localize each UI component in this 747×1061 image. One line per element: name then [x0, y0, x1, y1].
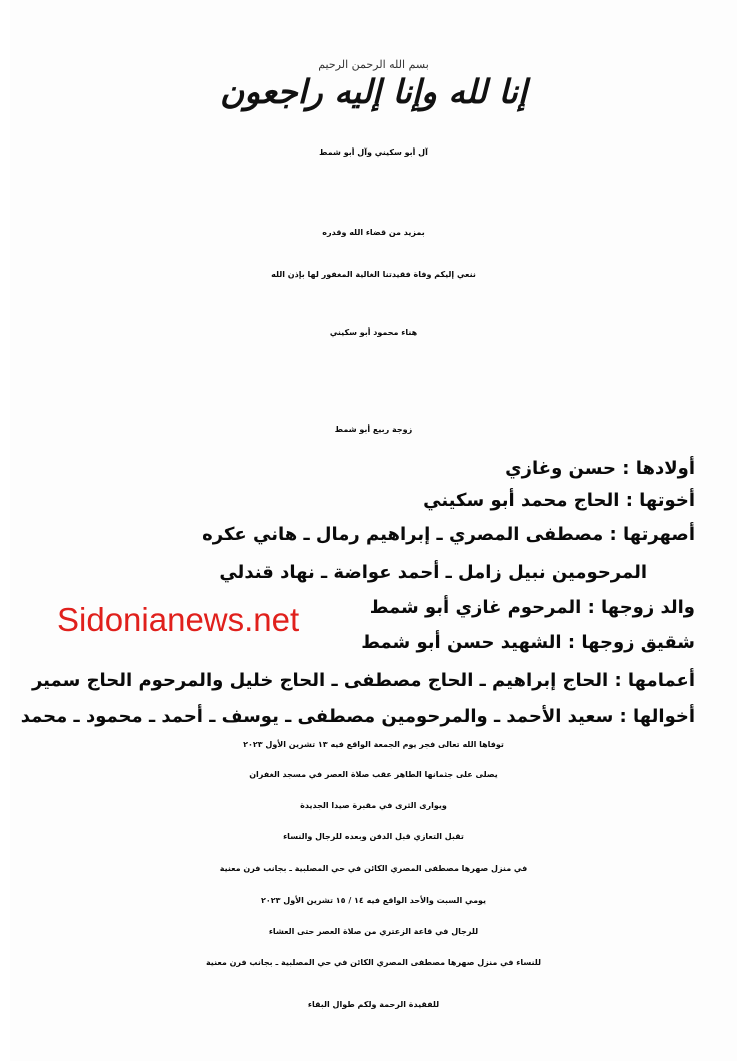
families-heading: آل أبو سكيني وآل أبو شمط — [319, 148, 428, 157]
relatives-siblings: أخوتها : الحاج محمد أبو سكيني — [423, 490, 695, 511]
detail-line-condolences: تقبل التعازي قبل الدفن وبعده للرجال والنساء — [283, 832, 464, 841]
detail-line-men: للرجال في قاعة الزعتري من صلاة العصر حتى العشاء — [268, 927, 479, 936]
relatives-father-in-law: والد زوجها : المرحوم غازي أبو شمط — [369, 597, 695, 618]
intro-line-1: بمزيد من قضاء الله وقدره — [322, 228, 425, 237]
detail-line-dates: يومي السبت والأحد الواقع فيه ١٤ / ١٥ تشرين الأول ٢٠٢٣ — [260, 896, 487, 905]
wife-of: زوجة ربيع أبو شمط — [334, 425, 413, 434]
detail-line-women: للنساء في منزل صهرها مصطفى المصري الكائن في حي المصلبية ـ بجانب فرن معنية — [205, 958, 542, 967]
basmala: بسم الله الرحمن الرحيم — [318, 58, 429, 71]
detail-line-burial: ويوارى الثرى في مقبرة صيدا الجديدة — [300, 801, 447, 810]
relatives-brother-in-law: شقيق زوجها : الشهيد حسن أبو شمط — [361, 632, 695, 653]
relatives-in-laws-deceased: المرحومين نبيل زامل ـ أحمد عواضة ـ نهاد قندلي — [219, 562, 647, 583]
detail-line-location: في منزل صهرها مصطفى المصري الكائن في حي المصلبية ـ بجانب فرن معنية — [219, 864, 528, 873]
quran-verse: إنا لله وإنا إليه راجعون — [220, 72, 527, 111]
deceased-name: هناء محمود أبو سكيني — [329, 328, 418, 337]
relatives-uncles-maternal: أخوالها : سعيد الأحمد ـ والمرحومين مصطفى ـ يوسف ـ أحمد ـ محمود ـ محمد — [20, 706, 695, 727]
intro-line-2: ننعي إليكم وفاة فقيدتنا الغالية المغفور لها بإذن الله — [271, 270, 476, 279]
detail-line-death: توفاها الله تعالى فجر يوم الجمعة الواقع فيه ١٣ تشرين الأول ٢٠٢٣ — [243, 740, 504, 749]
relatives-children: أولادها : حسن وغازي — [505, 458, 695, 479]
watermark-logo: Sidonianews.net — [57, 601, 300, 638]
relatives-uncles-paternal: أعمامها : الحاج إبراهيم ـ الحاج مصطفى ـ الحاج خليل والمرحوم الحاج سمير — [31, 670, 695, 691]
closing-line: للفقيدة الرحمة ولكم طوال البقاء — [307, 1000, 440, 1009]
relatives-in-laws: أصهرتها : مصطفى المصري ـ إبراهيم رمال ـ هاني عكره — [202, 524, 695, 545]
detail-line-prayer: يصلى على جثمانها الطاهر عقب صلاة العصر في مسجد الغفران — [249, 770, 498, 779]
